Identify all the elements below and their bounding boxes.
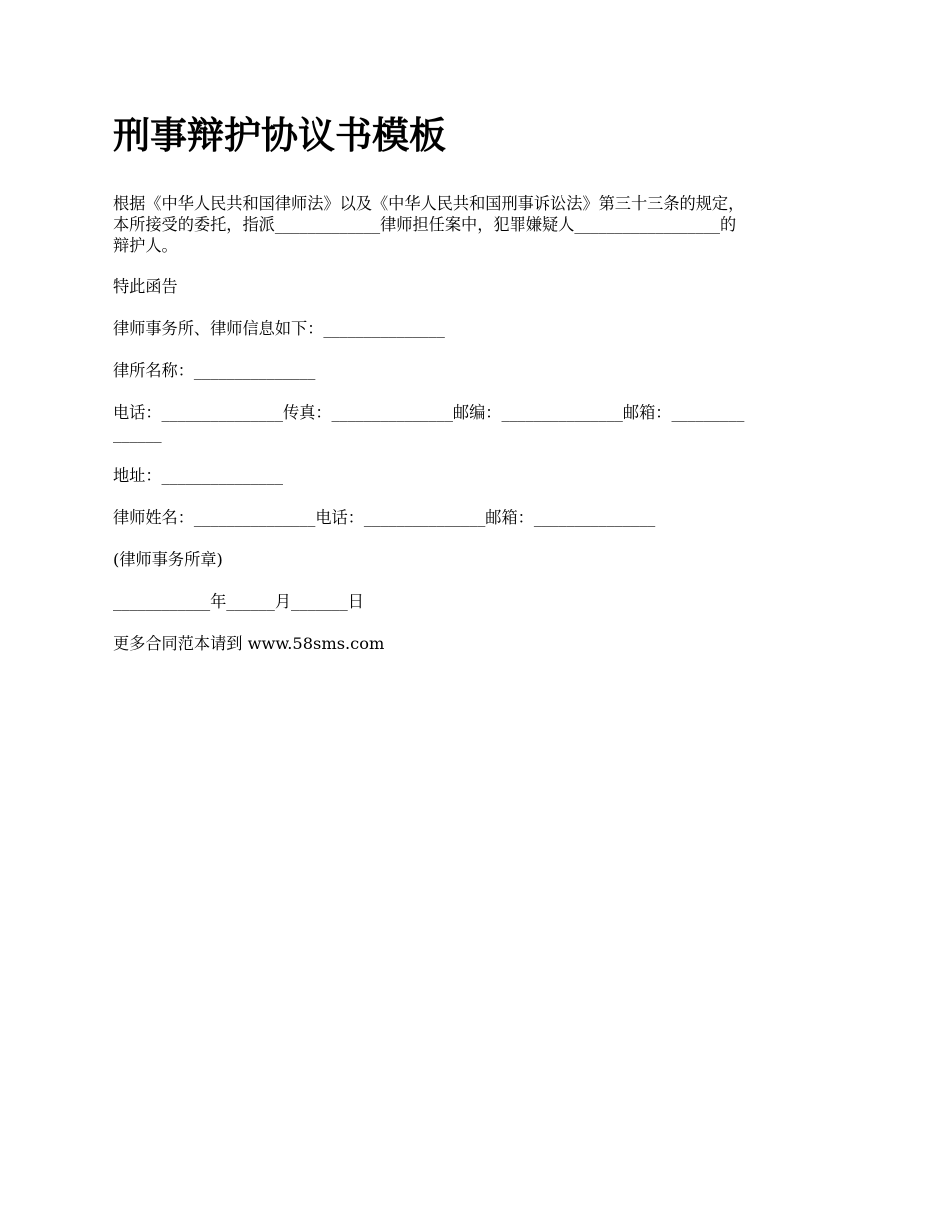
- intro-line-3: 辩护人。: [113, 236, 178, 255]
- document-page: [113, 112, 843, 675]
- intro-paragraph: [113, 193, 843, 256]
- date-line: ____________年______月_______日: [113, 592, 364, 611]
- intro-line-2: 本所接受的委托，指派_____________律师担任案中，犯罪嫌疑人__________________的: [113, 215, 737, 234]
- firm-name-line: 律所名称：_______________: [113, 361, 316, 380]
- footer-link-text: 更多合同范本请到 www.58sms.com: [113, 634, 385, 653]
- lawyer-info-line: 律师姓名：_______________电话：_______________邮箱：_______________: [113, 508, 656, 527]
- contact-paragraph: [113, 402, 843, 444]
- intro-line-1: 根据《中华人民共和国律师法》以及《中华人民共和国刑事诉讼法》第三十三条的规定，: [113, 194, 745, 213]
- contact-line-2: ______: [113, 424, 162, 443]
- firm-info-line: 律师事务所、律师信息如下：_______________: [113, 319, 445, 338]
- document-title: 刑事辩护协议书模板: [113, 114, 446, 157]
- seal-text: (律师事务所章): [113, 550, 223, 569]
- address-line: 地址：_______________: [113, 466, 283, 485]
- contact-line-1: 电话：_______________传真：_______________邮编：_______________邮箱：_________: [113, 403, 745, 422]
- notice-text: 特此函告: [113, 277, 178, 296]
